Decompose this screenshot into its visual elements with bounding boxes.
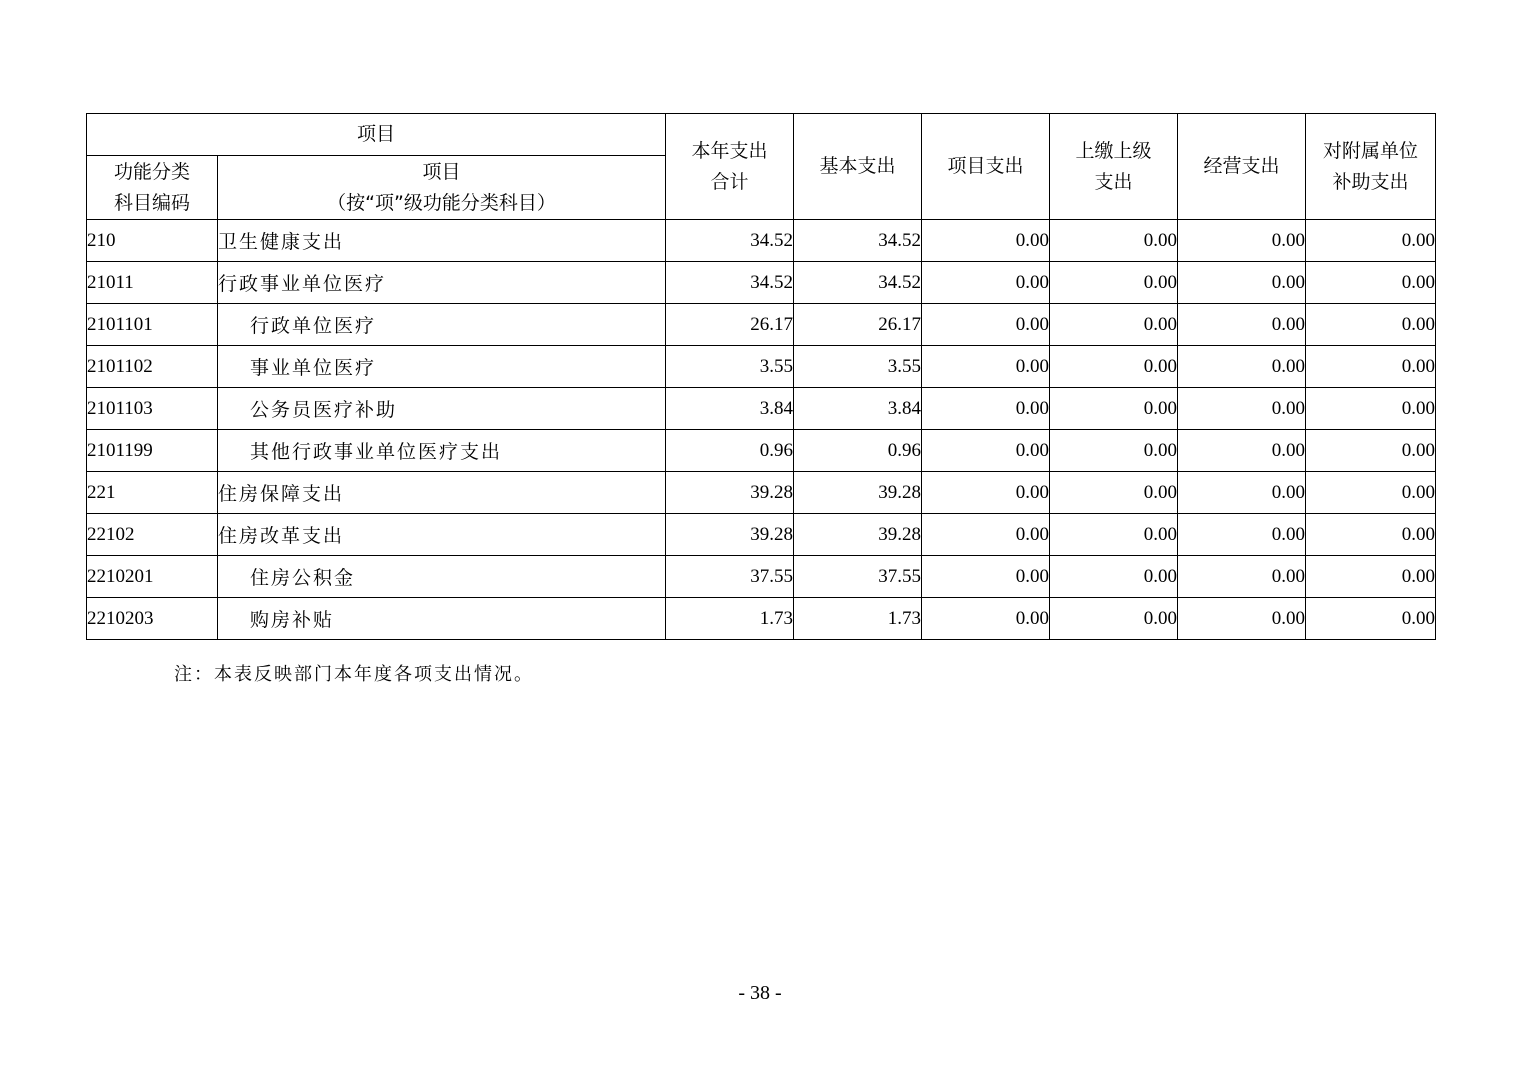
row-total: 3.84 <box>666 388 794 430</box>
row-project: 0.00 <box>922 598 1050 640</box>
header-code-line2: 科目编码 <box>113 191 190 214</box>
row-subsidy: 0.00 <box>1306 598 1436 640</box>
row-basic: 34.52 <box>794 262 922 304</box>
row-basic: 34.52 <box>794 220 922 262</box>
row-total: 34.52 <box>666 262 794 304</box>
header-total <box>666 114 794 220</box>
row-code: 2101199 <box>87 430 218 472</box>
header-total-line2: 合计 <box>710 170 749 193</box>
header-item-line2: （按“项”级功能分类科目） <box>327 191 556 214</box>
row-subsidy: 0.00 <box>1306 430 1436 472</box>
row-project: 0.00 <box>922 346 1050 388</box>
header-basic: 基本支出 <box>794 114 922 220</box>
header-subsidy-line2: 补助支出 <box>1332 170 1409 193</box>
row-basic: 0.96 <box>794 430 922 472</box>
page-number: - 38 - <box>738 982 782 1004</box>
row-code: 221 <box>87 472 218 514</box>
header-upper <box>1050 114 1178 220</box>
row-subsidy: 0.00 <box>1306 388 1436 430</box>
row-operating: 0.00 <box>1178 556 1306 598</box>
row-total: 1.73 <box>666 598 794 640</box>
row-subsidy: 0.00 <box>1306 556 1436 598</box>
row-project: 0.00 <box>922 220 1050 262</box>
row-basic: 39.28 <box>794 514 922 556</box>
table-body <box>87 220 1436 640</box>
table-row <box>87 514 1436 556</box>
row-total: 39.28 <box>666 472 794 514</box>
row-name: 行政事业单位医疗 <box>218 262 666 304</box>
row-operating: 0.00 <box>1178 472 1306 514</box>
row-upper: 0.00 <box>1050 304 1178 346</box>
header-upper-line2: 支出 <box>1094 170 1133 193</box>
row-total: 37.55 <box>666 556 794 598</box>
row-basic: 37.55 <box>794 556 922 598</box>
row-code: 2101101 <box>87 304 218 346</box>
row-name: 其他行政事业单位医疗支出 <box>218 430 666 472</box>
row-basic: 26.17 <box>794 304 922 346</box>
row-project: 0.00 <box>922 556 1050 598</box>
row-total: 39.28 <box>666 514 794 556</box>
row-operating: 0.00 <box>1178 262 1306 304</box>
row-project: 0.00 <box>922 514 1050 556</box>
header-item <box>218 156 666 220</box>
row-subsidy: 0.00 <box>1306 262 1436 304</box>
row-basic: 39.28 <box>794 472 922 514</box>
header-subsidy <box>1306 114 1436 220</box>
row-operating: 0.00 <box>1178 514 1306 556</box>
row-upper: 0.00 <box>1050 514 1178 556</box>
row-name: 行政单位医疗 <box>218 304 666 346</box>
row-upper: 0.00 <box>1050 262 1178 304</box>
row-upper: 0.00 <box>1050 556 1178 598</box>
row-operating: 0.00 <box>1178 220 1306 262</box>
row-project: 0.00 <box>922 472 1050 514</box>
row-basic: 1.73 <box>794 598 922 640</box>
table-row <box>87 430 1436 472</box>
table-row <box>87 598 1436 640</box>
table-row <box>87 262 1436 304</box>
header-code-line1: 功能分类 <box>113 160 190 183</box>
table-row <box>87 472 1436 514</box>
row-name: 住房公积金 <box>218 556 666 598</box>
row-code: 2210201 <box>87 556 218 598</box>
row-code: 21011 <box>87 262 218 304</box>
row-subsidy: 0.00 <box>1306 304 1436 346</box>
row-code: 2101102 <box>87 346 218 388</box>
row-total: 34.52 <box>666 220 794 262</box>
expenditure-table <box>86 113 1436 640</box>
row-upper: 0.00 <box>1050 430 1178 472</box>
row-code: 2210203 <box>87 598 218 640</box>
row-name: 公务员医疗补助 <box>218 388 666 430</box>
table-note: 注：本表反映部门本年度各项支出情况。 <box>174 664 534 685</box>
row-upper: 0.00 <box>1050 220 1178 262</box>
row-subsidy: 0.00 <box>1306 472 1436 514</box>
row-name: 卫生健康支出 <box>218 220 666 262</box>
row-subsidy: 0.00 <box>1306 346 1436 388</box>
row-project: 0.00 <box>922 304 1050 346</box>
header-upper-line1: 上缴上级 <box>1075 139 1152 162</box>
header-code <box>87 156 218 220</box>
header-operating: 经营支出 <box>1178 114 1306 220</box>
row-subsidy: 0.00 <box>1306 220 1436 262</box>
row-code: 2101103 <box>87 388 218 430</box>
table-row <box>87 220 1436 262</box>
row-operating: 0.00 <box>1178 598 1306 640</box>
row-total: 0.96 <box>666 430 794 472</box>
table-row <box>87 388 1436 430</box>
header-item-line1: 项目 <box>422 160 461 183</box>
row-name: 事业单位医疗 <box>218 346 666 388</box>
row-project: 0.00 <box>922 388 1050 430</box>
row-name: 住房保障支出 <box>218 472 666 514</box>
row-operating: 0.00 <box>1178 346 1306 388</box>
row-total: 3.55 <box>666 346 794 388</box>
row-code: 210 <box>87 220 218 262</box>
row-name: 购房补贴 <box>218 598 666 640</box>
row-upper: 0.00 <box>1050 346 1178 388</box>
header-total-line1: 本年支出 <box>691 139 768 162</box>
row-operating: 0.00 <box>1178 388 1306 430</box>
table-row <box>87 304 1436 346</box>
row-upper: 0.00 <box>1050 472 1178 514</box>
row-code: 22102 <box>87 514 218 556</box>
header-subsidy-line1: 对附属单位 <box>1323 139 1419 162</box>
table-row <box>87 346 1436 388</box>
row-operating: 0.00 <box>1178 430 1306 472</box>
table-row <box>87 556 1436 598</box>
row-upper: 0.00 <box>1050 388 1178 430</box>
header-item-group: 项目 <box>87 114 666 156</box>
row-upper: 0.00 <box>1050 598 1178 640</box>
row-total: 26.17 <box>666 304 794 346</box>
row-project: 0.00 <box>922 262 1050 304</box>
row-basic: 3.55 <box>794 346 922 388</box>
header-project: 项目支出 <box>922 114 1050 220</box>
row-subsidy: 0.00 <box>1306 514 1436 556</box>
row-basic: 3.84 <box>794 388 922 430</box>
row-name: 住房改革支出 <box>218 514 666 556</box>
row-project: 0.00 <box>922 430 1050 472</box>
row-operating: 0.00 <box>1178 304 1306 346</box>
